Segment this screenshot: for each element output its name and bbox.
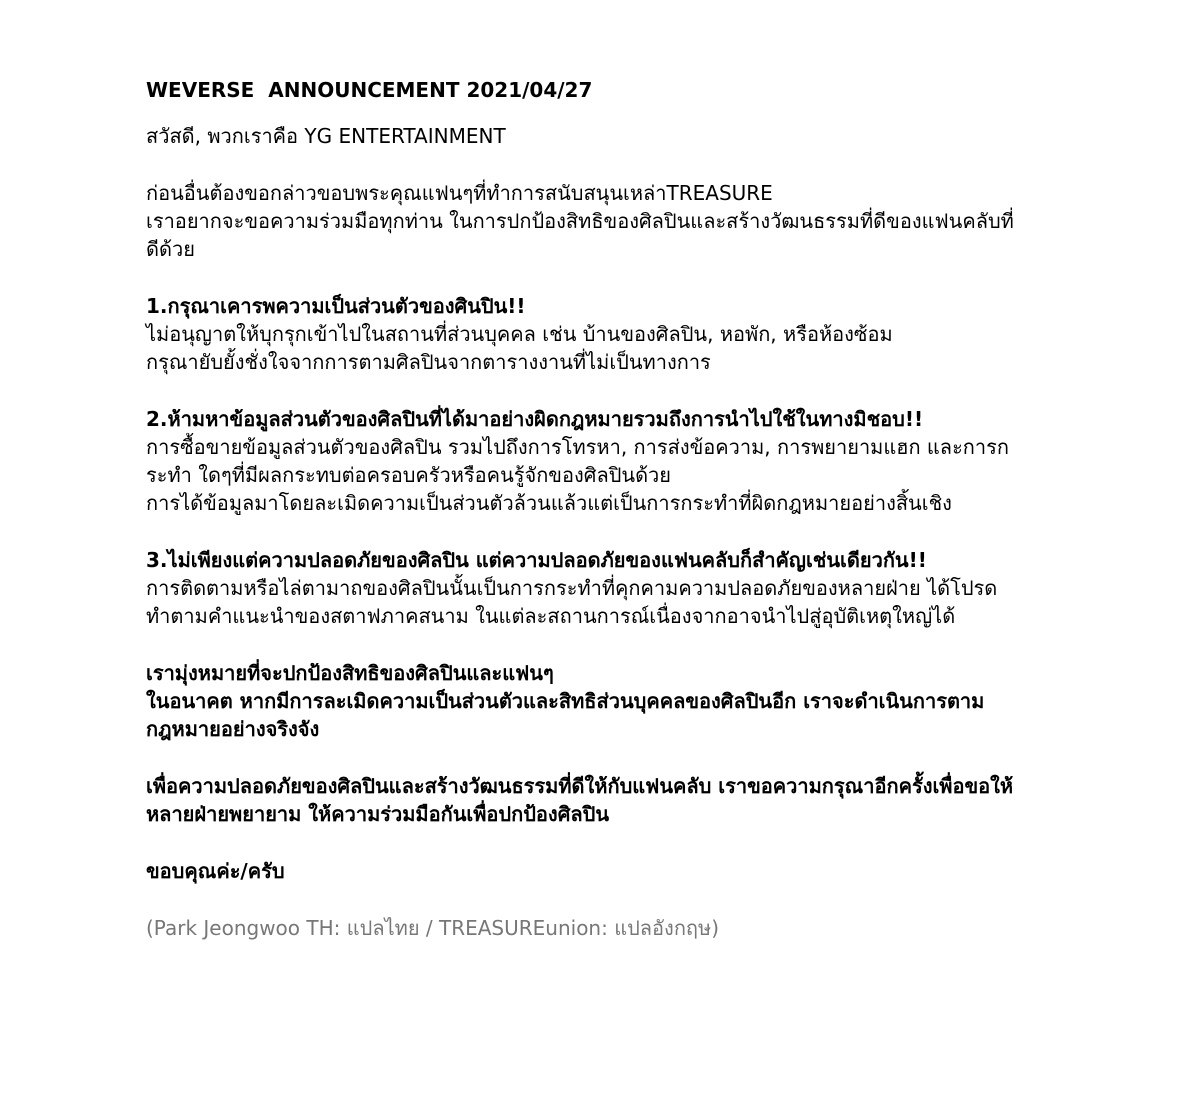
closing-line: เพื่อความปลอดภัยของศิลปินและสร้างวัฒนธรรมที่ดีให้กับแฟนคลับ เราขอความกรุณาอีกครั้งเพื่อขอให้ xyxy=(146,774,1014,798)
announcement-title: WEVERSE ANNOUNCEMENT 2021/04/27 xyxy=(146,78,593,102)
spacer xyxy=(146,630,1140,659)
aim-line: เรามุ่งหมายที่จะปกป้องสิทธิของศิลปินและแฟนๆ xyxy=(146,661,554,685)
section-1-line: ไม่อนุญาตให้บุกรุกเข้าไปในสถานที่ส่วนบุคคล เช่น บ้านของศิลปิน, หอพัก, หรือห้องซ้อม xyxy=(146,322,893,346)
spacer xyxy=(146,517,1140,546)
aim-line: กฎหมายอย่างจริงจัง xyxy=(146,717,320,741)
closing-paragraph xyxy=(146,772,1140,828)
spacer xyxy=(146,828,1140,857)
section-2-line: ระทำ ใดๆที่มีผลกระทบต่อครอบครัวหรือคนรู้จักของศิลปินด้วย xyxy=(146,463,672,487)
greeting: สวัสดี, พวกเราคือ YG ENTERTAINMENT xyxy=(146,124,506,148)
spacer xyxy=(146,376,1140,405)
translation-credit: (Park Jeongwoo TH: แปลไทย / TREASUREunion: แปลอังกฤษ) xyxy=(146,916,720,940)
section-3-heading: 3.ไม่เพียงแต่ความปลอดภัยของศิลปิน แต่ความปลอดภัยของแฟนคลับก็สำคัญเช่นเดียวกัน!! xyxy=(146,548,927,572)
section-3 xyxy=(146,546,1140,630)
aim-paragraph xyxy=(146,659,1140,743)
spacer xyxy=(146,150,1140,179)
spacer xyxy=(146,263,1140,292)
section-3-line: ทำตามคำแนะนำของสตาฟภาคสนาม ในแต่ละสถานการณ์เนื่องจากอาจนำไปสู่อุบัติเหตุใหญ่ได้ xyxy=(146,604,956,628)
section-2 xyxy=(146,405,1140,517)
section-1-line: กรุณายับยั้งชั่งใจจากการตามศิลปินจากตารางงานที่ไม่เป็นทางการ xyxy=(146,350,711,374)
intro-line: เราอยากจะขอความร่วมมือทุกท่าน ในการปกป้องสิทธิของศิลปินและสร้างวัฒนธรรมที่ดีของแฟนคลับที่ xyxy=(146,209,1014,233)
section-2-heading: 2.ห้ามหาข้อมูลส่วนตัวของศิลปินที่ได้มาอย่างผิดกฎหมายรวมถึงการนำไปใช้ในทางมิชอบ!! xyxy=(146,407,924,431)
section-1-heading: 1.กรุณาเคารพความเป็นส่วนตัวของศินปิน!! xyxy=(146,294,526,318)
intro-line: ก่อนอื่นต้องขอกล่าวขอบพระคุณแฟนๆที่ทำการสนับสนุนเหล่าTREASURE xyxy=(146,181,773,205)
section-3-line: การติดตามหรือไล่ตามาถของศิลปินนั้นเป็นการกระทำที่คุกคามความปลอดภัยของหลายฝ่าย ได้โปรด xyxy=(146,576,998,600)
intro-line: ดีด้วย xyxy=(146,237,195,261)
closing-line: หลายฝ่ายพยายาม ให้ความร่วมมือกันเพื่อปกป้องศิลปิน xyxy=(146,802,610,826)
intro-paragraph xyxy=(146,179,1140,263)
thanks-line: ขอบคุณค่ะ/ครับ xyxy=(146,859,285,883)
spacer xyxy=(146,743,1140,772)
aim-line: ในอนาคต หากมีการละเมิดความเป็นส่วนตัวและสิทธิส่วนบุคคลของศิลปินอีก เราจะดำเนินการตาม xyxy=(146,689,985,713)
spacer xyxy=(146,885,1140,914)
section-1 xyxy=(146,292,1140,376)
section-2-line: การซื้อขายข้อมูลส่วนตัวของศิลปิน รวมไปถึงการโทรหา, การส่งข้อความ, การพยายามแฮก และการก xyxy=(146,435,1009,459)
section-2-line: การได้ข้อมูลมาโดยละเมิดความเป็นส่วนตัวล้วนแล้วแต่เป็นการกระทำที่ผิดกฎหมายอย่างสิ้นเชิง xyxy=(146,491,952,515)
